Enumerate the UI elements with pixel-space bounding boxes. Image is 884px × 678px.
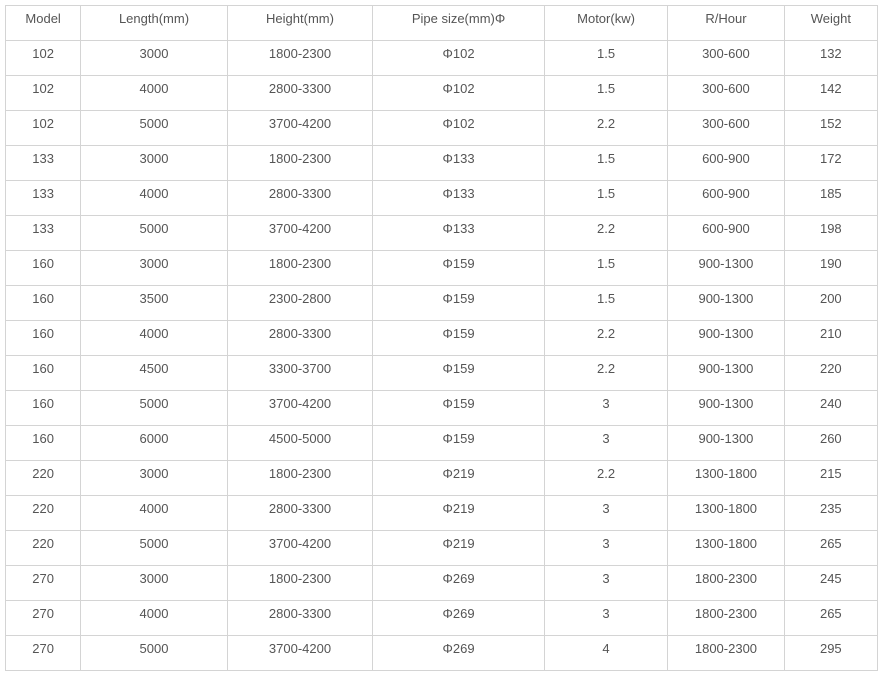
cell-weight: 265 <box>784 601 877 636</box>
cell-length: 5000 <box>81 216 228 251</box>
cell-rate-per-hour: 1300-1800 <box>668 461 784 496</box>
cell-model: 270 <box>6 636 81 671</box>
cell-motor: 3 <box>544 426 667 461</box>
cell-model: 133 <box>6 181 81 216</box>
spec-table <box>5 5 878 671</box>
cell-length: 5000 <box>81 391 228 426</box>
cell-height: 3700-4200 <box>227 531 373 566</box>
cell-weight: 240 <box>784 391 877 426</box>
cell-length: 3500 <box>81 286 228 321</box>
cell-height: 2800-3300 <box>227 321 373 356</box>
table-row <box>6 216 878 251</box>
cell-weight: 172 <box>784 146 877 181</box>
cell-weight: 185 <box>784 181 877 216</box>
header-rate-per-hour: R/Hour <box>668 6 784 41</box>
cell-motor: 2.2 <box>544 111 667 146</box>
cell-motor: 3 <box>544 566 667 601</box>
table-row <box>6 286 878 321</box>
cell-pipe-size: Φ159 <box>373 356 545 391</box>
cell-pipe-size: Φ159 <box>373 321 545 356</box>
cell-model: 160 <box>6 391 81 426</box>
cell-model: 102 <box>6 111 81 146</box>
cell-length: 3000 <box>81 41 228 76</box>
table-row <box>6 356 878 391</box>
table-row <box>6 601 878 636</box>
cell-rate-per-hour: 900-1300 <box>668 356 784 391</box>
cell-model: 102 <box>6 76 81 111</box>
cell-motor: 2.2 <box>544 321 667 356</box>
table-row <box>6 566 878 601</box>
cell-weight: 220 <box>784 356 877 391</box>
table-row <box>6 76 878 111</box>
cell-weight: 200 <box>784 286 877 321</box>
header-model: Model <box>6 6 81 41</box>
table-row <box>6 461 878 496</box>
cell-height: 1800-2300 <box>227 251 373 286</box>
cell-motor: 2.2 <box>544 461 667 496</box>
cell-length: 3000 <box>81 146 228 181</box>
cell-model: 160 <box>6 321 81 356</box>
cell-weight: 215 <box>784 461 877 496</box>
cell-motor: 1.5 <box>544 146 667 181</box>
cell-pipe-size: Φ219 <box>373 531 545 566</box>
cell-motor: 3 <box>544 391 667 426</box>
cell-weight: 245 <box>784 566 877 601</box>
cell-weight: 235 <box>784 496 877 531</box>
cell-height: 4500-5000 <box>227 426 373 461</box>
cell-weight: 265 <box>784 531 877 566</box>
cell-model: 160 <box>6 426 81 461</box>
cell-rate-per-hour: 1800-2300 <box>668 636 784 671</box>
cell-height: 2800-3300 <box>227 76 373 111</box>
table-row <box>6 181 878 216</box>
header-motor: Motor(kw) <box>544 6 667 41</box>
table-row <box>6 496 878 531</box>
table-row <box>6 146 878 181</box>
cell-rate-per-hour: 600-900 <box>668 216 784 251</box>
cell-height: 3700-4200 <box>227 391 373 426</box>
cell-model: 220 <box>6 531 81 566</box>
cell-model: 133 <box>6 146 81 181</box>
header-weight: Weight <box>784 6 877 41</box>
cell-weight: 295 <box>784 636 877 671</box>
cell-weight: 260 <box>784 426 877 461</box>
cell-pipe-size: Φ269 <box>373 601 545 636</box>
cell-pipe-size: Φ133 <box>373 181 545 216</box>
cell-length: 4000 <box>81 181 228 216</box>
cell-pipe-size: Φ102 <box>373 41 545 76</box>
table-row <box>6 636 878 671</box>
cell-motor: 2.2 <box>544 216 667 251</box>
cell-model: 220 <box>6 496 81 531</box>
table-body <box>6 41 878 671</box>
cell-model: 270 <box>6 601 81 636</box>
cell-motor: 1.5 <box>544 76 667 111</box>
cell-rate-per-hour: 300-600 <box>668 76 784 111</box>
cell-model: 160 <box>6 356 81 391</box>
cell-weight: 142 <box>784 76 877 111</box>
cell-model: 270 <box>6 566 81 601</box>
cell-pipe-size: Φ269 <box>373 636 545 671</box>
table-row <box>6 531 878 566</box>
cell-pipe-size: Φ159 <box>373 391 545 426</box>
cell-height: 3700-4200 <box>227 111 373 146</box>
cell-length: 4000 <box>81 76 228 111</box>
cell-rate-per-hour: 900-1300 <box>668 391 784 426</box>
cell-pipe-size: Φ219 <box>373 496 545 531</box>
cell-pipe-size: Φ133 <box>373 216 545 251</box>
cell-height: 2800-3300 <box>227 601 373 636</box>
cell-rate-per-hour: 300-600 <box>668 111 784 146</box>
cell-length: 4500 <box>81 356 228 391</box>
cell-height: 3700-4200 <box>227 216 373 251</box>
cell-length: 5000 <box>81 636 228 671</box>
cell-length: 5000 <box>81 531 228 566</box>
cell-height: 3700-4200 <box>227 636 373 671</box>
cell-model: 133 <box>6 216 81 251</box>
table-row <box>6 111 878 146</box>
cell-rate-per-hour: 900-1300 <box>668 286 784 321</box>
cell-height: 2300-2800 <box>227 286 373 321</box>
cell-rate-per-hour: 1300-1800 <box>668 496 784 531</box>
cell-weight: 210 <box>784 321 877 356</box>
cell-height: 1800-2300 <box>227 146 373 181</box>
cell-motor: 4 <box>544 636 667 671</box>
cell-rate-per-hour: 1300-1800 <box>668 531 784 566</box>
cell-length: 6000 <box>81 426 228 461</box>
cell-motor: 3 <box>544 531 667 566</box>
table-row <box>6 391 878 426</box>
cell-rate-per-hour: 300-600 <box>668 41 784 76</box>
cell-length: 4000 <box>81 601 228 636</box>
cell-model: 102 <box>6 41 81 76</box>
header-row <box>6 6 878 41</box>
table-header <box>6 6 878 41</box>
cell-length: 4000 <box>81 321 228 356</box>
cell-pipe-size: Φ219 <box>373 461 545 496</box>
cell-motor: 3 <box>544 496 667 531</box>
cell-length: 3000 <box>81 251 228 286</box>
cell-pipe-size: Φ159 <box>373 251 545 286</box>
table-row <box>6 251 878 286</box>
cell-length: 5000 <box>81 111 228 146</box>
cell-weight: 190 <box>784 251 877 286</box>
cell-pipe-size: Φ159 <box>373 286 545 321</box>
cell-rate-per-hour: 900-1300 <box>668 321 784 356</box>
table-row <box>6 41 878 76</box>
cell-rate-per-hour: 1800-2300 <box>668 601 784 636</box>
cell-rate-per-hour: 900-1300 <box>668 251 784 286</box>
cell-length: 4000 <box>81 496 228 531</box>
cell-height: 3300-3700 <box>227 356 373 391</box>
cell-pipe-size: Φ102 <box>373 111 545 146</box>
cell-length: 3000 <box>81 461 228 496</box>
header-pipe-size: Pipe size(mm)Φ <box>373 6 545 41</box>
header-length: Length(mm) <box>81 6 228 41</box>
cell-rate-per-hour: 900-1300 <box>668 426 784 461</box>
cell-motor: 2.2 <box>544 356 667 391</box>
cell-motor: 1.5 <box>544 181 667 216</box>
cell-pipe-size: Φ269 <box>373 566 545 601</box>
cell-model: 220 <box>6 461 81 496</box>
cell-model: 160 <box>6 251 81 286</box>
cell-height: 1800-2300 <box>227 41 373 76</box>
cell-height: 2800-3300 <box>227 496 373 531</box>
header-height: Height(mm) <box>227 6 373 41</box>
cell-weight: 152 <box>784 111 877 146</box>
cell-rate-per-hour: 600-900 <box>668 146 784 181</box>
cell-height: 2800-3300 <box>227 181 373 216</box>
cell-pipe-size: Φ102 <box>373 76 545 111</box>
cell-motor: 1.5 <box>544 41 667 76</box>
cell-pipe-size: Φ159 <box>373 426 545 461</box>
cell-model: 160 <box>6 286 81 321</box>
cell-weight: 132 <box>784 41 877 76</box>
cell-rate-per-hour: 1800-2300 <box>668 566 784 601</box>
cell-length: 3000 <box>81 566 228 601</box>
cell-height: 1800-2300 <box>227 461 373 496</box>
cell-motor: 3 <box>544 601 667 636</box>
cell-weight: 198 <box>784 216 877 251</box>
table-row <box>6 321 878 356</box>
cell-pipe-size: Φ133 <box>373 146 545 181</box>
cell-motor: 1.5 <box>544 286 667 321</box>
cell-rate-per-hour: 600-900 <box>668 181 784 216</box>
cell-height: 1800-2300 <box>227 566 373 601</box>
table-row <box>6 426 878 461</box>
cell-motor: 1.5 <box>544 251 667 286</box>
